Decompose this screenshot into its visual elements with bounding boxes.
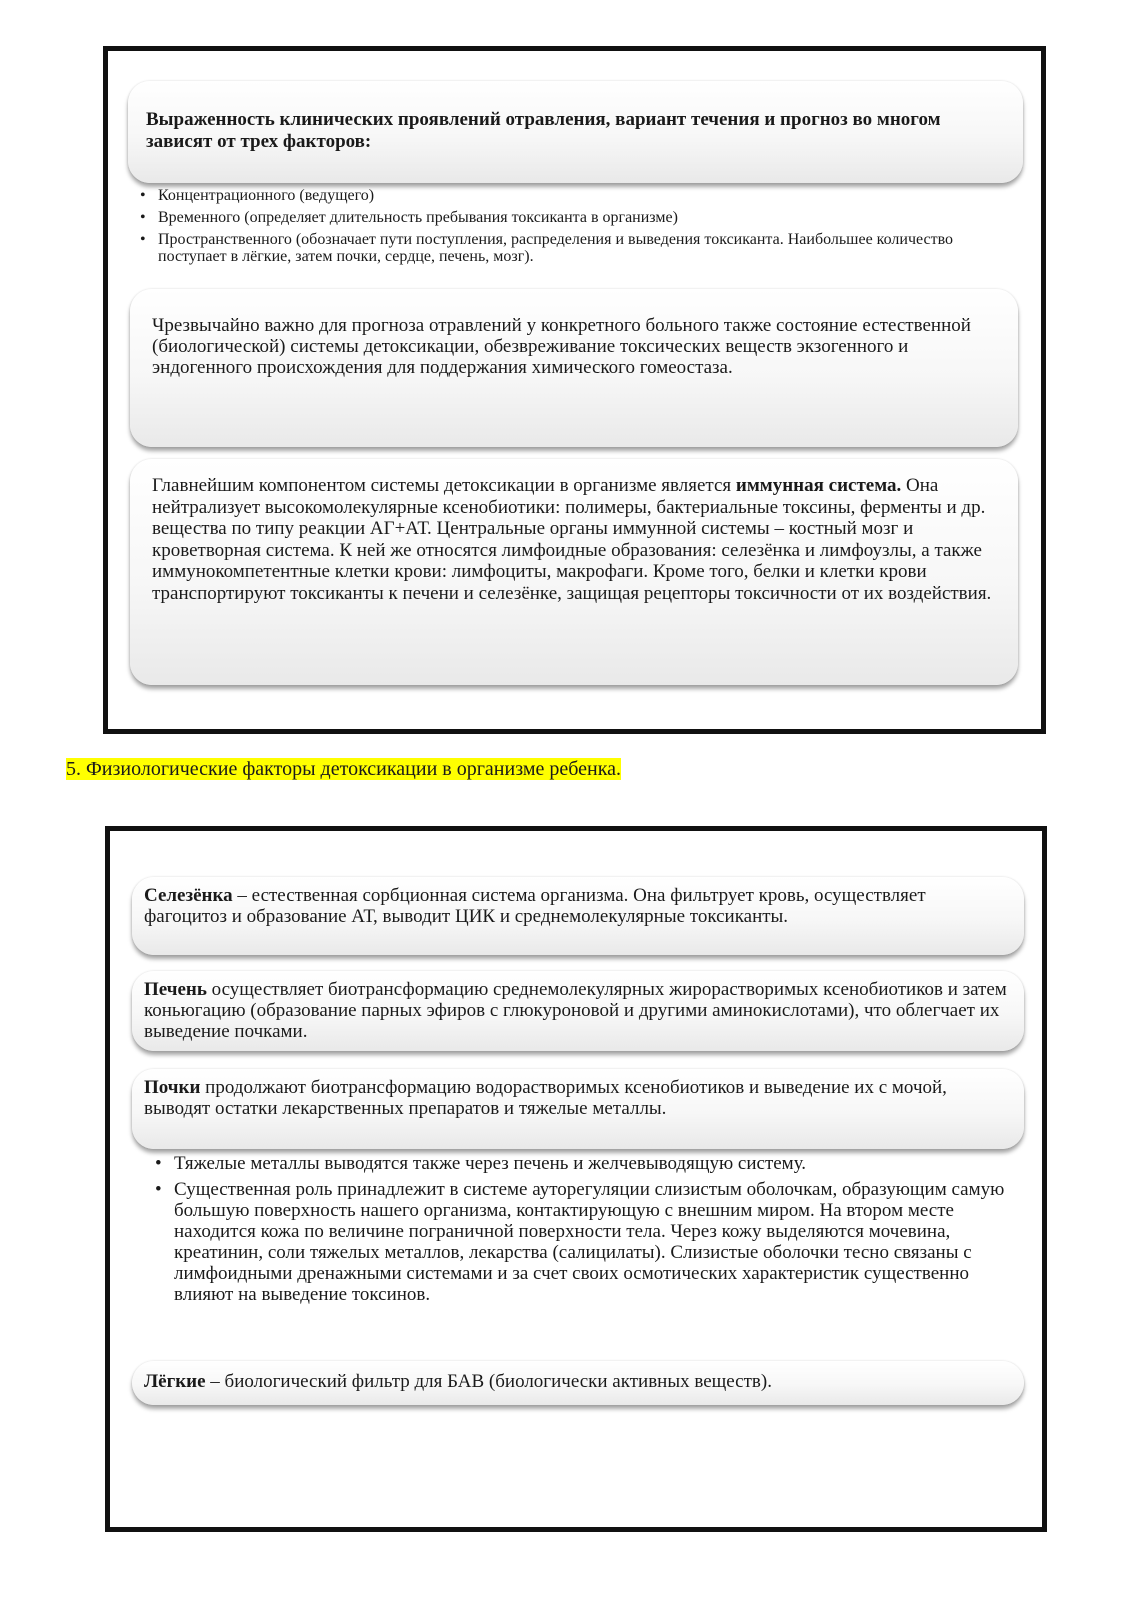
detox-importance-panel: [130, 289, 1018, 447]
liver-text: [144, 979, 1012, 1042]
spleen-description: – естественная сорбционная система организма. Она фильтрует кровь, осуществляет фагоцитоз и образование АТ, выводит ЦИК и среднемолекулярные токсиканты.: [144, 885, 926, 927]
list-item: • Концентрационного (ведущего): [138, 187, 1018, 204]
liver-panel: [132, 971, 1024, 1051]
immune-system-text: [152, 475, 996, 604]
immune-intro: Главнейшим компонентом системы детоксикации в организме является: [152, 475, 736, 496]
list-item: • Пространственного (обозначает пути поступления, распределения и выведения токсиканта. Наибольшее количество поступает в лёгкие, затем почки, сердце, печень, мозг).: [138, 231, 1018, 265]
detox-importance-text: Чрезвычайно важно для прогноза отравлений у конкретного больного также состояние естественной (биологической) системы детоксикации, обезвреживание токсических веществ экзогенного и эндогенного происхождения для поддержания химического гомеостаза.: [152, 315, 971, 378]
liver-term: Печень: [144, 979, 207, 1000]
lungs-description: – биологический фильтр для БАВ (биологически активных веществ).: [205, 1371, 772, 1392]
header-panel: [128, 81, 1023, 183]
header-text: Выраженность клинических проявлений отравления, вариант течения и прогноз во многом зависят от трех факторов:: [146, 109, 941, 152]
kidney-description: продолжают биотрансформацию водорастворимых ксенобиотиков и выведение их с мочой, выводят остатки лекарственных препаратов и тяжелые металлы.: [144, 1077, 947, 1119]
factors-list: [138, 187, 1018, 270]
immune-term: иммунная система.: [735, 475, 902, 496]
kidney-panel: [132, 1069, 1024, 1149]
lungs-panel: [132, 1361, 1024, 1405]
lungs-term: Лёгкие: [144, 1371, 206, 1392]
list-item: • Тяжелые металлы выводятся также через печень и желчевыводящую систему.: [152, 1153, 1012, 1174]
lungs-text: [144, 1371, 1012, 1392]
elimination-list: [152, 1153, 1012, 1310]
section-heading-text: 5. Физиологические факторы детоксикации в организме ребенка.: [66, 758, 622, 780]
spleen-text: [144, 885, 1012, 927]
spleen-panel: [132, 877, 1024, 955]
spleen-term: Селезёнка: [144, 885, 233, 906]
kidney-text: [144, 1077, 1012, 1119]
kidney-term: Почки: [144, 1077, 201, 1098]
section-heading: [66, 757, 621, 781]
list-item: • Существенная роль принадлежит в системе ауторегуляции слизистым оболочкам, образующим самую большую поверхность нашего организма, контактирующую с внешним миром. На втором месте находится кожа по величине пограничной поверхности тела. Через кожу выделяются мочевина, креатинин, соли тяжелых металлов, лекарства (салицилаты). Слизистые оболочки тесно связаны с лимфоидными дренажными системами и за счет своих осмотических характеристик существенно влияют на выведение токсинов.: [152, 1179, 1012, 1305]
liver-description: осуществляет биотрансформацию среднемолекулярных жирорастворимых ксенобиотиков и затем коньюгацию (образование парных эфиров с глюкуроновой и другими аминокислотами), что облегчает их выведение почками.: [144, 979, 1007, 1042]
slide-physiological-factors: [105, 826, 1047, 1532]
immune-system-panel: [130, 459, 1018, 685]
slide-factors: [103, 46, 1046, 734]
immune-rest: Она нейтрализует высокомолекулярные ксенобиотики: полимеры, бактериальные токсины, ферменты и др. вещества по типу реакции АГ+АТ. Центральные органы иммунной системы – костный мозг и кроветворная система. К ней же относятся лимфоидные образования: селезёнка и лимфоузлы, а также иммунокомпетентные клетки крови: лимфоциты, макрофаги. Кроме того, белки и клетки крови транспортируют токсиканты к печени и селезёнке, защищая рецепторы токсичности от их воздействия.: [152, 475, 992, 604]
list-item: • Временного (определяет длительность пребывания токсиканта в организме): [138, 209, 1018, 226]
